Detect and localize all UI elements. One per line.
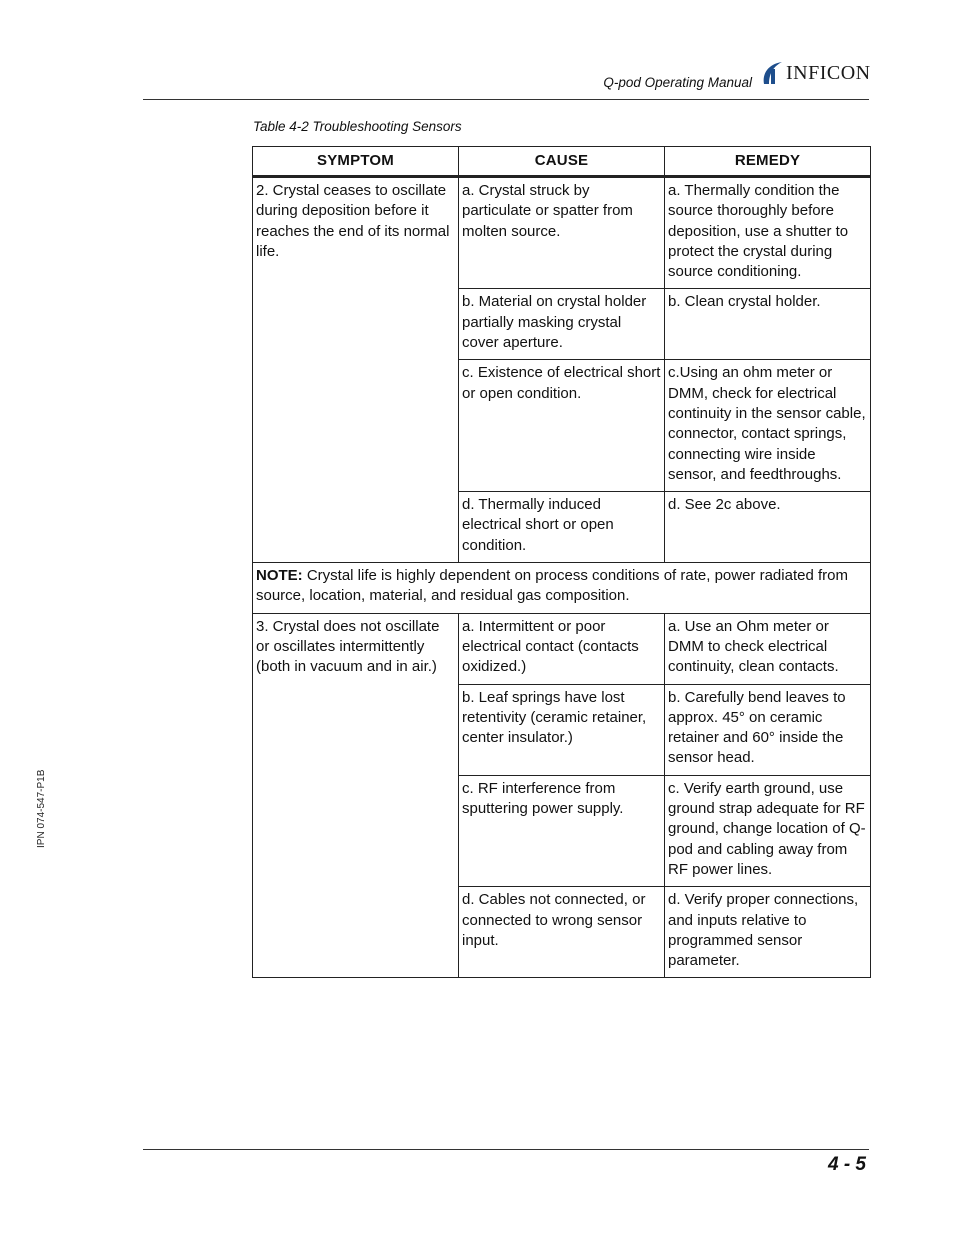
table-row <box>253 613 871 684</box>
cause-cell: b. Leaf springs have lost retentivity (ceramic retainer, center insulator.) <box>459 684 665 775</box>
cause-cell: c. Existence of electrical short or open condition. <box>459 360 665 492</box>
remedy-cell: c.Using an ohm meter or DMM, check for electrical continuity in the sensor cable, connector, contact springs, connecting wire inside sensor, and feedthroughs. <box>665 360 871 492</box>
cause-cell: d. Thermally induced electrical short or open condition. <box>459 492 665 563</box>
symptom-cell: 2. Crystal ceases to oscillate during deposition before it reaches the end of its normal life. <box>253 177 459 563</box>
remedy-cell: a. Use an Ohm meter or DMM to check electrical continuity, clean contacts. <box>665 613 871 684</box>
inficon-logo <box>760 58 871 88</box>
note-cell <box>253 563 871 614</box>
note-label: NOTE: <box>256 567 303 585</box>
manual-title: Q-pod Operating Manual <box>603 75 752 90</box>
footer-rule <box>143 1149 869 1150</box>
symptom-cell: 3. Crystal does not oscillate or oscillates intermittently (both in vacuum and in air.) <box>253 613 459 978</box>
column-header-remedy: REMEDY <box>665 147 871 177</box>
table-header-row <box>253 147 871 177</box>
remedy-cell: b. Carefully bend leaves to approx. 45° on ceramic retainer and 60° inside the sensor head. <box>665 684 871 775</box>
inficon-swoosh-icon <box>760 60 784 86</box>
cause-cell: a. Intermittent or poor electrical contact (contacts oxidized.) <box>459 613 665 684</box>
document-id: IPN 074-547-P1B <box>36 769 47 848</box>
note-row <box>253 563 871 614</box>
cause-cell: c. RF interference from sputtering power supply. <box>459 775 665 886</box>
cause-cell: d. Cables not connected, or connected to wrong sensor input. <box>459 887 665 978</box>
logo-text: INFICON <box>786 61 871 84</box>
cause-cell: a. Crystal struck by particulate or spatter from molten source. <box>459 177 665 289</box>
cause-cell: b. Material on crystal holder partially masking crystal cover aperture. <box>459 289 665 360</box>
note-text: Crystal life is highly dependent on process conditions of rate, power radiated from source, location, material, and residual gas composition. <box>256 567 848 605</box>
remedy-cell: d. See 2c above. <box>665 492 871 563</box>
remedy-cell: b. Clean crystal holder. <box>665 289 871 360</box>
remedy-cell: c. Verify earth ground, use ground strap adequate for RF ground, change location of Q-pod and cabling away from RF power lines. <box>665 775 871 886</box>
header-rule <box>143 99 869 100</box>
table-caption: Table 4-2 Troubleshooting Sensors <box>253 119 462 134</box>
page-number: 4 - 5 <box>827 1154 866 1175</box>
remedy-cell: a. Thermally condition the source thoroughly before deposition, use a shutter to protect the crystal during source conditioning. <box>665 177 871 289</box>
troubleshooting-table <box>252 146 871 978</box>
column-header-symptom: SYMPTOM <box>253 147 459 177</box>
column-header-cause: CAUSE <box>459 147 665 177</box>
table-row <box>253 177 871 289</box>
remedy-cell: d. Verify proper connections, and inputs relative to programmed sensor parameter. <box>665 887 871 978</box>
